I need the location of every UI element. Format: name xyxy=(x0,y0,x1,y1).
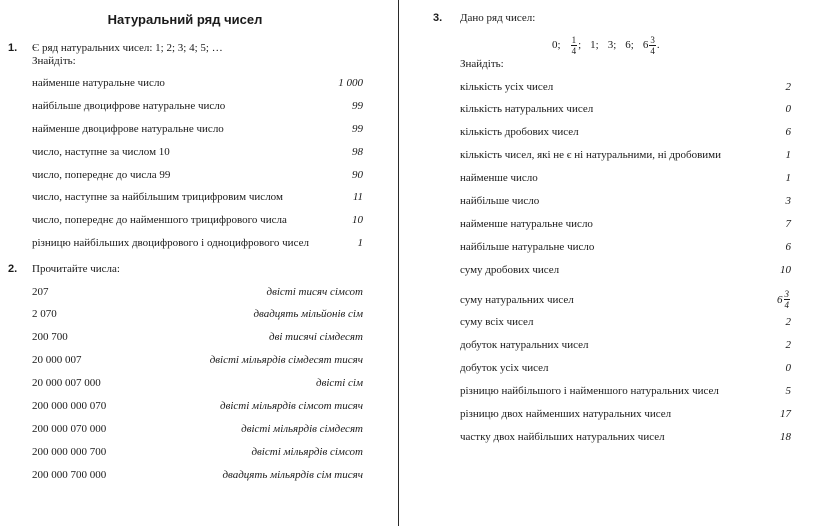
fraction-denominator: 4 xyxy=(650,45,655,56)
row-answer: 98 xyxy=(352,146,363,158)
row-answer: 1 xyxy=(785,172,791,184)
row-label: найменше натуральне число xyxy=(32,77,165,89)
row-label: число, наступне за найбільшим трицифровим числом xyxy=(32,191,283,203)
row-reading: двісті мільярдів сімсот xyxy=(251,446,363,458)
row-label: добуток усіх чисел xyxy=(460,362,549,374)
task-2-row xyxy=(32,377,363,391)
row-answer: 99 xyxy=(352,100,363,112)
row-label: різницю найбільших двоцифрового і одноцифрового чисел xyxy=(32,237,309,249)
row-answer: 3 xyxy=(785,195,791,207)
row-label: найбільше двоцифрове натуральне число xyxy=(32,100,226,112)
row-number: 200 000 070 000 xyxy=(32,423,107,435)
row-answer: 1 xyxy=(785,149,791,161)
row-label: різницю найбільшого і найменшого натуральних чисел xyxy=(460,385,719,397)
task-2-row xyxy=(32,286,363,300)
task-3-row xyxy=(460,385,791,399)
row-answer: 2 xyxy=(785,339,791,351)
task-2-row xyxy=(32,400,363,414)
row-number: 200 700 xyxy=(32,331,68,343)
fraction xyxy=(784,289,791,310)
task-1-row xyxy=(32,169,363,183)
task-3-heading: Дано ряд чисел: xyxy=(460,12,536,24)
row-answer: 1 000 xyxy=(338,77,363,89)
fraction-numerator: 1 xyxy=(571,34,577,45)
task-1-row xyxy=(32,214,363,228)
row-reading: двісті тисяч сімсот xyxy=(266,286,363,298)
row-label: кількість усіх чисел xyxy=(460,81,554,93)
task-3-row xyxy=(460,195,791,209)
row-answer: 6 xyxy=(785,126,791,138)
fraction-numerator: 3 xyxy=(784,289,789,299)
task-3-row xyxy=(460,218,791,232)
row-answer: 99 xyxy=(352,123,363,135)
row-reading: двісті мільярдів сімсот тисяч xyxy=(220,400,363,412)
row-answer: 0 xyxy=(785,103,791,115)
row-label: найменше число xyxy=(460,172,538,184)
seq-item: 0; xyxy=(552,39,561,51)
row-label: кількість чисел, які не є ні натуральними, ні дробовими xyxy=(460,149,722,161)
task-2-number: 2. xyxy=(8,263,18,275)
row-answer xyxy=(777,289,791,310)
seq-item: 3; xyxy=(607,39,617,51)
task-3-row xyxy=(460,316,791,330)
row-label: найбільше натуральне число xyxy=(460,241,595,253)
task-3-row xyxy=(460,241,791,255)
row-label: число, попереднє до числа 99 xyxy=(32,169,171,181)
fraction xyxy=(649,35,656,56)
task-2-row xyxy=(32,354,363,368)
task-3-number: 3. xyxy=(433,12,443,24)
task-1-number: 1. xyxy=(8,42,18,54)
row-label: число, попереднє до найменшого трицифрового числа xyxy=(32,214,287,226)
mixed-whole: 6 xyxy=(642,39,649,51)
row-number: 2 070 xyxy=(32,308,57,320)
task-3-row xyxy=(460,362,791,376)
task-2-row xyxy=(32,423,363,437)
seq-end: . xyxy=(656,39,660,51)
row-answer: 90 xyxy=(352,169,363,181)
row-answer: 1 xyxy=(357,237,363,249)
task-3-row xyxy=(460,408,791,422)
task-1-intro: Є ряд натуральних чисел: 1; 2; 3; 4; 5; … xyxy=(32,42,223,54)
row-answer: 5 xyxy=(785,385,791,397)
row-answer: 17 xyxy=(780,408,791,420)
row-number: 200 000 000 070 xyxy=(32,400,107,412)
task-3-row xyxy=(460,339,791,353)
row-label: суму всіх чисел xyxy=(460,316,534,328)
fraction-numerator: 3 xyxy=(650,34,655,45)
task-1-row xyxy=(32,146,363,160)
row-label: добуток натуральних чисел xyxy=(460,339,589,351)
row-reading: двісті мільярдів сімдесят тисяч xyxy=(209,354,363,366)
row-answer: 10 xyxy=(352,214,363,226)
mixed-number-answer xyxy=(777,289,791,310)
number-sequence xyxy=(552,30,660,60)
row-answer: 7 xyxy=(785,218,791,230)
row-number: 20 000 007 xyxy=(32,354,82,366)
row-answer: 10 xyxy=(780,264,791,276)
row-answer: 6 xyxy=(785,241,791,253)
row-label: число, наступне за числом 10 xyxy=(32,146,170,158)
seq-item: 1; xyxy=(590,39,599,51)
task-2-row xyxy=(32,308,363,322)
task-1-row xyxy=(32,123,363,137)
task-3-row xyxy=(460,172,791,186)
fraction-denominator: 4 xyxy=(784,300,789,310)
fraction-denominator: 4 xyxy=(571,45,577,56)
page-title: Натуральний ряд чисел xyxy=(107,12,263,27)
task-1-find-label: Знайдіть: xyxy=(32,55,76,67)
row-label: частку двох найбільших натуральних чисел xyxy=(460,431,665,443)
row-reading: двадцять мільйонів сім xyxy=(253,308,363,320)
row-reading: двісті мільярдів сімдесят xyxy=(241,423,363,435)
row-label: найменше двоцифрове натуральне число xyxy=(32,123,224,135)
row-number: 207 xyxy=(32,286,49,298)
mixed-whole: 6 xyxy=(777,293,783,306)
row-answer: 11 xyxy=(352,191,363,203)
row-number: 20 000 007 000 xyxy=(32,377,101,389)
task-1-row xyxy=(32,191,363,205)
task-2-row xyxy=(32,469,363,483)
seq-separator: ; xyxy=(578,39,582,51)
row-reading: двісті сім xyxy=(316,377,363,389)
task-3-row xyxy=(460,264,791,278)
task-3-row xyxy=(460,289,791,313)
row-number: 200 000 700 000 xyxy=(32,469,107,481)
task-3-row xyxy=(460,431,791,445)
seq-item: 6; xyxy=(625,39,634,51)
row-reading: дві тисячі сімдесят xyxy=(269,331,363,343)
task-1-row xyxy=(32,237,363,251)
row-reading: двадцять мільярдів сім тисяч xyxy=(222,469,363,481)
column-divider xyxy=(398,0,399,526)
task-1-row xyxy=(32,77,363,91)
row-label: різницю двох найменших натуральних чисел xyxy=(460,408,672,420)
row-label: суму дробових чисел xyxy=(460,264,560,276)
row-number: 200 000 000 700 xyxy=(32,446,107,458)
fraction xyxy=(571,35,578,56)
task-3-row xyxy=(460,149,791,163)
task-2-row xyxy=(32,331,363,345)
row-label: найменше натуральне число xyxy=(460,218,593,230)
row-answer: 18 xyxy=(780,431,791,443)
task-3-row xyxy=(460,103,791,117)
row-label: кількість дробових чисел xyxy=(460,126,579,138)
task-3-row xyxy=(460,81,791,95)
seq-fraction xyxy=(570,35,582,56)
seq-mixed-number xyxy=(643,35,660,56)
task-3-find-label: Знайдіть: xyxy=(460,58,504,70)
row-answer: 0 xyxy=(785,362,791,374)
row-label: суму натуральних чисел xyxy=(460,294,574,306)
row-answer: 2 xyxy=(785,316,791,328)
row-label: найбільше число xyxy=(460,195,540,207)
task-1-row xyxy=(32,100,363,114)
row-label: кількість натуральних чисел xyxy=(460,103,594,115)
row-answer: 2 xyxy=(785,81,791,93)
task-3-row xyxy=(460,126,791,140)
task-2-heading: Прочитайте числа: xyxy=(32,263,120,275)
task-2-row xyxy=(32,446,363,460)
